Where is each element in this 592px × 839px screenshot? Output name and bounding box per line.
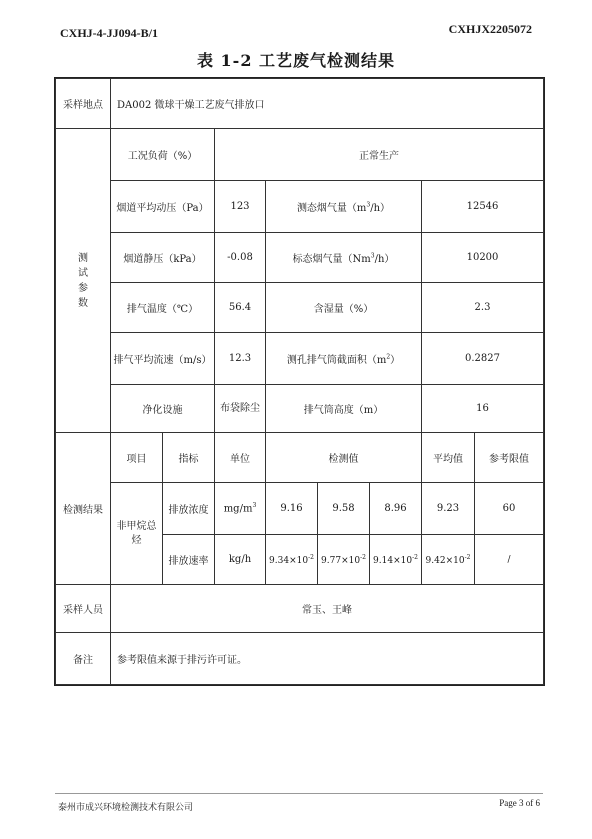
results-label: 检测结果 xyxy=(56,433,111,585)
std-flow-label: 标态烟气量（Nm$^3$/h） xyxy=(266,233,422,283)
conc-unit: $mg/m^3$ xyxy=(215,483,266,535)
rate-limit: / xyxy=(475,535,544,585)
test-params-label: 测试参数 xyxy=(56,129,111,433)
rate-value-2: $9.77\times 10^{-2}$ xyxy=(318,535,370,585)
velocity-label: 排气平均流速（m/s） xyxy=(111,333,215,385)
report-number: CXHJX2205072 xyxy=(448,22,532,36)
col-average: 平均值 xyxy=(422,433,475,483)
std-flow-value: 10200 xyxy=(422,233,544,283)
treatment-label: 净化设施 xyxy=(111,385,215,433)
sampler-label: 采样人员 xyxy=(56,585,111,633)
dyn-pressure-value: 123 xyxy=(215,181,266,233)
col-unit: 单位 xyxy=(215,433,266,483)
rate-unit: kg/h xyxy=(215,535,266,585)
wet-flow-label: 测态烟气量$(m^3/h)$ xyxy=(266,181,422,233)
document-code: CXHJ-4-JJ094-B/1 xyxy=(60,26,158,40)
rate-average: $9.42\times 10^{-2}$ xyxy=(422,535,475,585)
conc-average: 9.23 xyxy=(422,483,475,535)
table-title: 表 1-2 工艺废气检测结果 xyxy=(196,51,396,70)
moisture-value: 2.3 xyxy=(422,283,544,333)
moisture-label: 含湿量（%） xyxy=(266,283,422,333)
company-name: 泰州市成兴环境检测技术有限公司 xyxy=(58,803,194,813)
sampler-value: 常玉、王峰 xyxy=(111,585,544,633)
col-index: 指标 xyxy=(163,433,215,483)
results-table xyxy=(55,78,544,685)
pollutant-name: 非甲烷总烃 xyxy=(111,483,163,585)
dyn-pressure-label: 烟道平均动压（Pa） xyxy=(111,181,215,233)
treatment-value: 布袋除尘 xyxy=(215,385,266,433)
col-item: 项目 xyxy=(111,433,163,483)
conc-value-2: 9.58 xyxy=(318,483,370,535)
sampling-site-label: 采样地点 xyxy=(56,79,111,129)
velocity-value: 12.3 xyxy=(215,333,266,385)
conc-value-1: 9.16 xyxy=(266,483,318,535)
temp-value: 56.4 xyxy=(215,283,266,333)
conc-label: 排放浓度 xyxy=(163,483,215,535)
rate-value-3: $9.14\times 10^{-2}$ xyxy=(370,535,422,585)
static-pressure-label: 烟道静压（kPa） xyxy=(111,233,215,283)
static-pressure-value: -0.08 xyxy=(215,233,266,283)
area-label: 测孔排气筒截面积$(m^2)$ xyxy=(266,333,422,385)
remark-label: 备注 xyxy=(56,633,111,685)
col-measured: 检测值 xyxy=(266,433,422,483)
sampling-site-value: DA002 微球干燥工艺废气排放口 xyxy=(111,79,544,129)
stack-height-label: 排气筒高度（m） xyxy=(266,385,422,433)
page-number: Page 3 of 6 xyxy=(499,798,540,808)
rate-value-1: $9.34\times 10^{-2}$ xyxy=(266,535,318,585)
remark-value: 参考限值来源于排污许可证。 xyxy=(111,633,544,685)
col-limit: 参考限值 xyxy=(475,433,544,483)
load-label: 工况负荷（%） xyxy=(111,129,215,181)
wet-flow-value: 12546 xyxy=(422,181,544,233)
load-value: 正常生产 xyxy=(215,129,544,181)
conc-limit: 60 xyxy=(475,483,544,535)
stack-height-value: 16 xyxy=(422,385,544,433)
conc-value-3: 8.96 xyxy=(370,483,422,535)
area-value: 0.2827 xyxy=(422,333,544,385)
footer-divider xyxy=(55,793,543,794)
rate-label: 排放速率 xyxy=(163,535,215,585)
temp-label: 排气温度（℃） xyxy=(111,283,215,333)
